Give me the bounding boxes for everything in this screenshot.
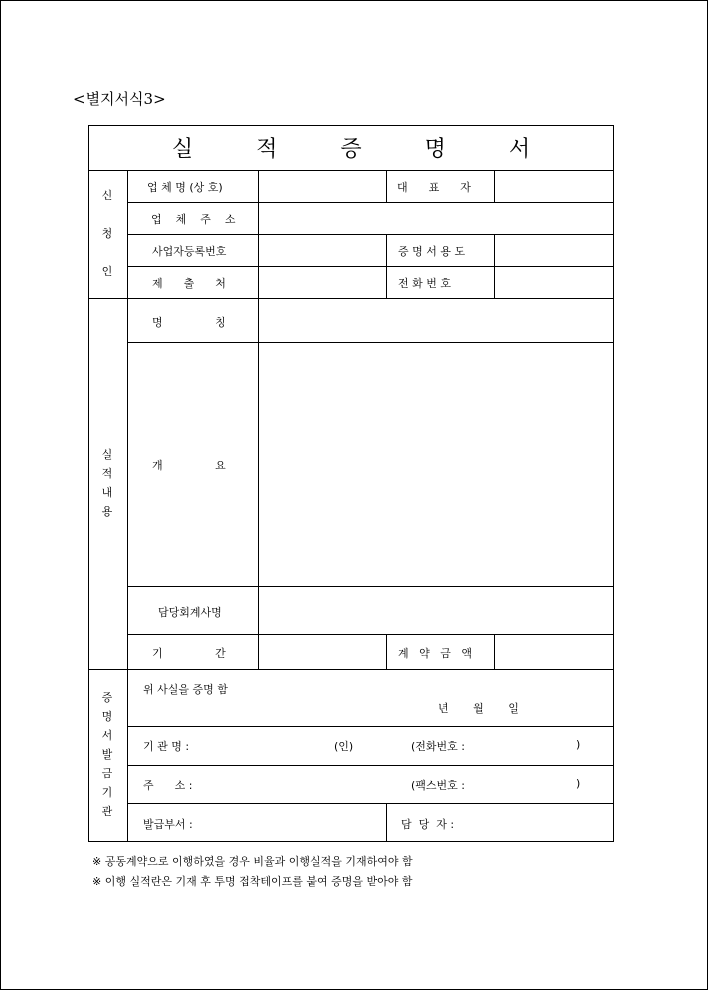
phone-field-close: ) xyxy=(576,738,581,751)
company-address-label: 업 체 주 소 xyxy=(151,213,236,226)
form-number-label: <별지서식3> xyxy=(73,90,166,108)
contract-amount-label: 계 약 금 액 xyxy=(398,647,472,660)
applicant-section-label: 신 청 인 xyxy=(101,189,113,278)
overview-label: 개 요 xyxy=(152,459,226,472)
accounting-firm-label: 담당회계사명 xyxy=(158,606,222,619)
address-label: 주 소 : xyxy=(143,779,193,792)
fax-field-label: (팩스번호 : xyxy=(411,779,465,792)
business-reg-label: 사업자등록번호 xyxy=(152,245,227,258)
seal-label: (인) xyxy=(334,740,354,753)
certificate-use-label: 증 명 서 용 도 xyxy=(398,245,466,258)
phone-field-label: (전화번호 : xyxy=(411,740,465,753)
fax-field-close: ) xyxy=(576,777,581,790)
date-line: 년 월 일 xyxy=(438,702,519,715)
record-section-label: 실 적 내 용 xyxy=(101,448,113,518)
form-title: 실 적 증 명 서 xyxy=(171,137,559,162)
period-label: 기 간 xyxy=(152,647,226,660)
issuer-section-label: 증 명 서 발 금 기 관 xyxy=(101,691,113,818)
institution-name-label: 기 관 명 : xyxy=(143,740,190,753)
representative-label: 대 표 자 xyxy=(397,181,471,194)
project-name-label: 명 칭 xyxy=(152,316,226,329)
phone-no-label: 전 화 번 호 xyxy=(398,277,451,290)
person-in-charge-label: 담 당 자 : xyxy=(401,818,455,831)
submit-to-label: 제 출 처 xyxy=(152,277,226,290)
company-name-label: 업 체 명 (상 호) xyxy=(147,181,223,194)
certificate-form xyxy=(88,125,614,842)
note-tape-certify: ※ 이행 실적란은 기재 후 투명 접착테이프를 붙여 증명을 받아야 함 xyxy=(92,875,413,888)
issuing-dept-label: 발급부서 : xyxy=(143,818,193,831)
note-joint-contract: ※ 공동계약으로 이행하였을 경우 비율과 이행실적을 기재하여야 함 xyxy=(92,855,413,868)
certify-text: 위 사실을 증명 함 xyxy=(143,683,228,696)
